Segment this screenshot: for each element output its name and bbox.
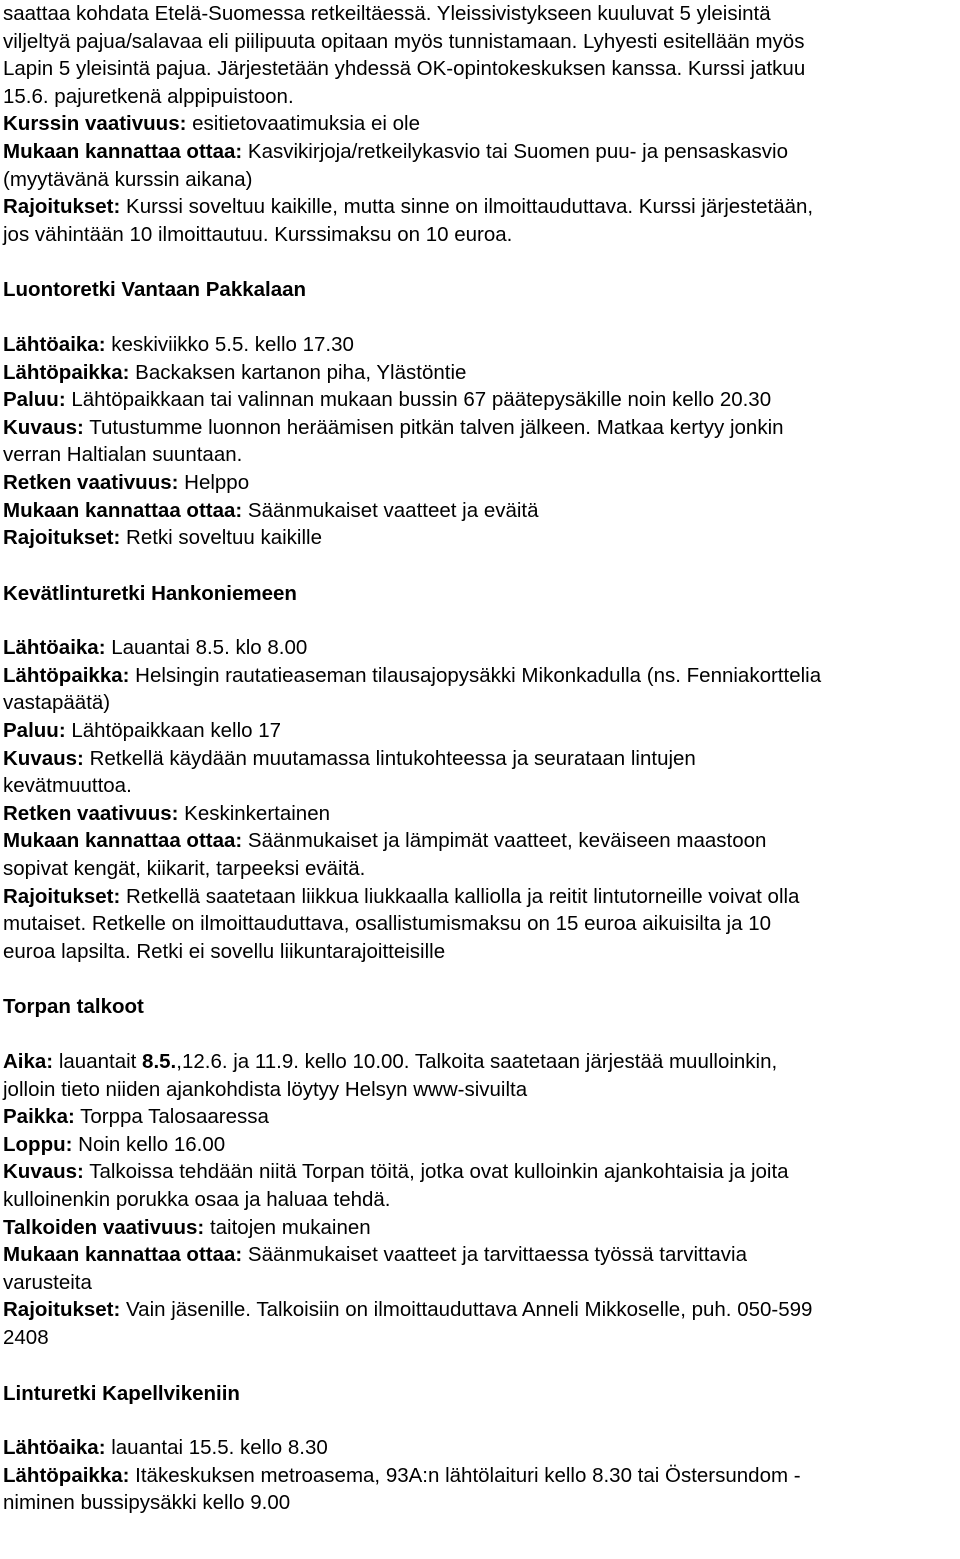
event-title: Linturetki Kapellvikeniin bbox=[3, 1381, 240, 1405]
intro-line: Lapin 5 yleisintä pajua. Järjestetään yhdessä OK-opintokeskuksen kanssa. Kurssi jatkuu bbox=[3, 57, 806, 81]
field-value: Keskinkertainen bbox=[178, 801, 331, 825]
event-title: Kevätlinturetki Hankoniemeen bbox=[3, 581, 297, 605]
field-departure-time bbox=[3, 331, 960, 359]
intro-section bbox=[3, 0, 960, 248]
field-value: Helsingin rautatieaseman tilausajopysäkki Mikonkadulla (ns. Fenniakorttelia bbox=[129, 663, 822, 687]
field-time bbox=[3, 1048, 960, 1076]
field-value-continued: 2408 bbox=[3, 1325, 49, 1349]
field-label: Lähtöpaikka: bbox=[3, 360, 130, 384]
field-value-continued: mutaiset. Retkelle on ilmoittauduttava, osallistumismaksu on 15 euroa aikuisilta ja 10 bbox=[3, 912, 771, 936]
field-difficulty bbox=[3, 469, 960, 497]
field-difficulty bbox=[3, 1214, 960, 1242]
field-label: Kuvaus: bbox=[3, 1160, 84, 1184]
field-value-continued: varusteita bbox=[3, 1270, 92, 1294]
field-value: keskiviikko 5.5. kello 17.30 bbox=[105, 332, 354, 356]
field-value: Retkellä saatetaan liikkua liukkaalla kalliolla ja reitit lintutorneille voivat olla bbox=[120, 884, 800, 908]
field-label: Mukaan kannattaa ottaa: bbox=[3, 829, 243, 853]
field-departure-place bbox=[3, 662, 960, 690]
field-value: Lähtöpaikkaan kello 17 bbox=[65, 719, 282, 743]
field-value: Talkoissa tehdään niitä Torpan töitä, jotka ovat kulloinkin ajankohtaisia ja joita bbox=[83, 1160, 789, 1184]
field-value: lauantai 15.5. kello 8.30 bbox=[105, 1436, 328, 1460]
field-description bbox=[3, 1158, 960, 1186]
field-restrictions bbox=[3, 193, 960, 221]
field-label: Loppu: bbox=[3, 1132, 73, 1156]
field-label: Mukaan kannattaa ottaa: bbox=[3, 1243, 243, 1267]
field-restrictions bbox=[3, 524, 960, 552]
field-label: Mukaan kannattaa ottaa: bbox=[3, 139, 243, 163]
field-bring bbox=[3, 1241, 960, 1269]
event-details bbox=[3, 634, 960, 965]
event-section bbox=[3, 993, 960, 1351]
field-value: Helppo bbox=[178, 470, 250, 494]
field-label: Mukaan kannattaa ottaa: bbox=[3, 498, 243, 522]
field-value-continued: kevätmuuttoa. bbox=[3, 774, 132, 798]
field-value: taitojen mukainen bbox=[204, 1215, 371, 1239]
field-value: Säänmukaiset vaatteet ja tarvittaessa työssä tarvittavia bbox=[242, 1243, 748, 1267]
field-bring bbox=[3, 138, 960, 166]
event-section bbox=[3, 580, 960, 966]
intro-line: viljeltyä pajua/salavaa eli piilipuuta opitaan myös tunnistamaan. Lyhyesti esitellään myös bbox=[3, 29, 805, 53]
field-departure-place bbox=[3, 359, 960, 387]
field-value: Retki soveltuu kaikille bbox=[120, 526, 322, 550]
field-value-continued: jolloin tieto niiden ajankohdista löytyy Helsyn www-sivuilta bbox=[3, 1077, 528, 1101]
field-return bbox=[3, 717, 960, 745]
field-value: Säänmukaiset vaatteet ja eväitä bbox=[242, 498, 539, 522]
field-description bbox=[3, 414, 960, 442]
field-value-continued: jos vähintään 10 ilmoittautuu. Kurssimaksu on 10 euroa. bbox=[3, 222, 513, 246]
field-label: Paluu: bbox=[3, 388, 66, 412]
field-label: Paluu: bbox=[3, 719, 66, 743]
field-label: Lähtöaika: bbox=[3, 1436, 106, 1460]
field-restrictions bbox=[3, 1296, 960, 1324]
field-value-continued: (myytävänä kurssin aikana) bbox=[3, 167, 253, 191]
field-value-continued: euroa lapsilta. Retki ei sovellu liikuntarajoitteisille bbox=[3, 939, 446, 963]
field-value: Kasvikirjoja/retkeilykasvio tai Suomen puu- ja pensaskasvio bbox=[242, 139, 789, 163]
field-value: Säänmukaiset ja lämpimät vaatteet, keväiseen maastoon bbox=[242, 829, 767, 853]
field-label: Lähtöaika: bbox=[3, 332, 106, 356]
field-value-bold: 8.5. bbox=[142, 1050, 177, 1073]
field-value-continued: vastapäätä) bbox=[3, 691, 111, 715]
field-label: Lähtöpaikka: bbox=[3, 663, 130, 687]
field-label: Kurssin vaativuus: bbox=[3, 112, 187, 136]
intro-line: 15.6. pajuretkenä alppipuistoon. bbox=[3, 84, 294, 108]
field-value: Lähtöpaikkaan tai valinnan mukaan bussin 67 päätepysäkille noin kello 20.30 bbox=[65, 388, 772, 412]
field-value-continued: niminen bussipysäkki kello 9.00 bbox=[3, 1491, 291, 1515]
field-difficulty bbox=[3, 110, 960, 138]
field-departure-place bbox=[3, 1462, 960, 1490]
field-label: Rajoitukset: bbox=[3, 1298, 121, 1322]
field-label: Retken vaativuus: bbox=[3, 470, 179, 494]
field-departure-time bbox=[3, 634, 960, 662]
field-description bbox=[3, 745, 960, 773]
field-value-continued: kulloinenkin porukka osaa ja haluaa tehdä. bbox=[3, 1187, 391, 1211]
field-value: Noin kello 16.00 bbox=[72, 1132, 226, 1156]
field-label: Lähtöpaikka: bbox=[3, 1463, 130, 1487]
field-value: esitietovaatimuksia ei ole bbox=[186, 112, 421, 136]
field-label: Rajoitukset: bbox=[3, 195, 121, 219]
event-details bbox=[3, 331, 960, 552]
field-difficulty bbox=[3, 800, 960, 828]
field-value: Torppa Talosaaressa bbox=[74, 1105, 269, 1129]
field-label: Rajoitukset: bbox=[3, 526, 121, 550]
field-value-continued: verran Haltialan suuntaan. bbox=[3, 443, 243, 467]
field-value: Kurssi soveltuu kaikille, mutta sinne on ilmoittauduttava. Kurssi järjestetään, bbox=[120, 195, 814, 219]
field-place bbox=[3, 1103, 960, 1131]
field-value: ,12.6. ja 11.9. kello 10.00. Talkoita saatetaan järjestää muulloinkin, bbox=[176, 1050, 778, 1073]
field-value: Itäkeskuksen metroasema, 93A:n lähtölaituri kello 8.30 tai Östersundom - bbox=[129, 1463, 801, 1487]
field-label: Rajoitukset: bbox=[3, 884, 121, 908]
field-label: Lähtöaika: bbox=[3, 636, 106, 660]
event-section bbox=[3, 276, 960, 551]
field-value: Retkellä käydään muutamassa lintukohteessa ja seurataan lintujen bbox=[83, 746, 696, 770]
event-details bbox=[3, 1434, 960, 1517]
field-label: Kuvaus: bbox=[3, 746, 84, 770]
field-value: Vain jäsenille. Talkoisiin on ilmoittauduttava Anneli Mikkoselle, puh. 050-599 bbox=[120, 1298, 813, 1322]
event-details bbox=[3, 1048, 960, 1352]
field-bring bbox=[3, 497, 960, 525]
field-value: Tutustumme luonnon heräämisen pitkän talven jälkeen. Matkaa kertyy jonkin bbox=[83, 415, 784, 439]
intro-line: saattaa kohdata Etelä-Suomessa retkeiltäessä. Yleissivistykseen kuuluvat 5 yleisintä bbox=[3, 2, 771, 25]
field-label: Paikka: bbox=[3, 1105, 75, 1129]
field-bring bbox=[3, 827, 960, 855]
field-label: Talkoiden vaativuus: bbox=[3, 1215, 205, 1239]
field-return bbox=[3, 386, 960, 414]
field-value: lauantait bbox=[53, 1050, 143, 1073]
field-label: Aika: bbox=[3, 1050, 54, 1073]
field-end bbox=[3, 1131, 960, 1159]
field-value: Backaksen kartanon piha, Ylästöntie bbox=[129, 360, 467, 384]
event-section bbox=[3, 1380, 960, 1517]
field-label: Retken vaativuus: bbox=[3, 801, 179, 825]
field-value-continued: sopivat kengät, kiikarit, tarpeeksi eväitä. bbox=[3, 857, 366, 881]
field-label: Kuvaus: bbox=[3, 415, 84, 439]
field-restrictions bbox=[3, 883, 960, 911]
field-value: Lauantai 8.5. klo 8.00 bbox=[105, 636, 308, 660]
event-title: Torpan talkoot bbox=[3, 995, 144, 1019]
event-title: Luontoretki Vantaan Pakkalaan bbox=[3, 278, 307, 302]
field-departure-time bbox=[3, 1434, 960, 1462]
